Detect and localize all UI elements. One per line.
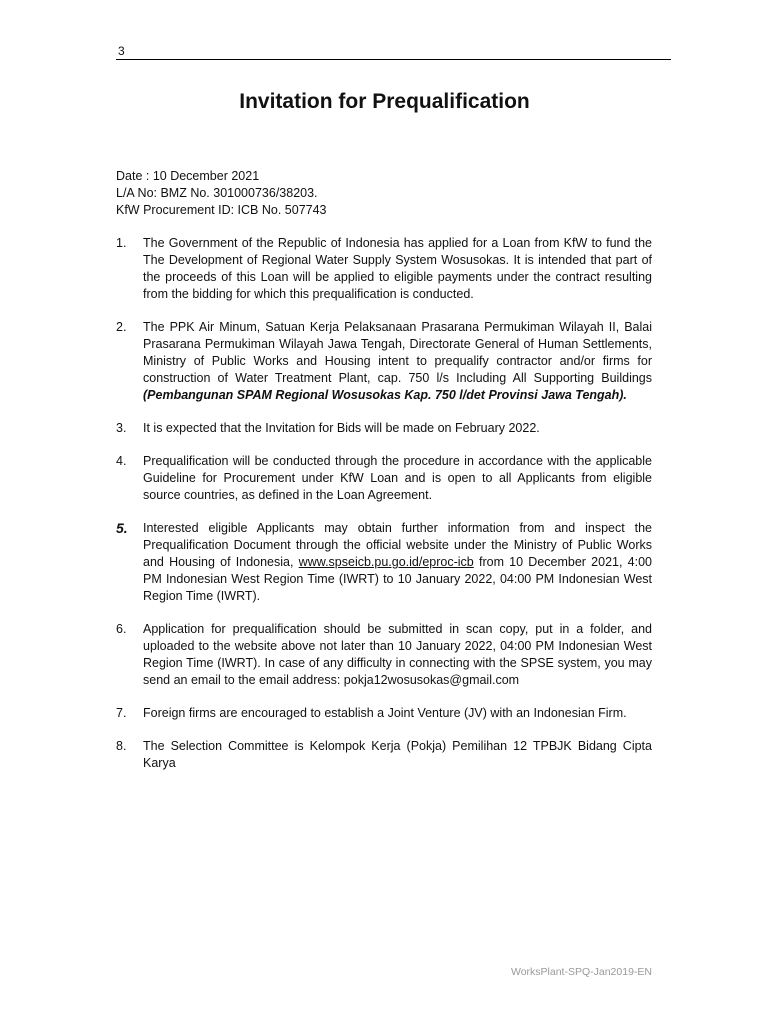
item-text: The Government of the Republic of Indonesia has applied for a Loan from KfW to fund the The Development of Regional Water Supply System Wosusokas. It is intended that part of the proceeds of this Loan will be applied to eligible payments under the contract resulting from the bidding for which this prequalification is conducted. (143, 236, 652, 301)
item-text: It is expected that the Invitation for Bids will be made on February 2022. (143, 421, 540, 435)
list-item (116, 235, 652, 303)
meta-procurement-id: KfW Procurement ID: ICB No. 507743 (116, 203, 327, 217)
project-name-emphasis: (Pembangunan SPAM Regional Wosusokas Kap. 750 l/det Provinsi Jawa Tengah). (143, 388, 627, 402)
item-text-before-link: Interested eligible Applicants may obtain further information from and inspect the Prequalification Document through the official website under the Ministry of Public Works and Housing of Indonesia, (143, 521, 652, 569)
item-text: Foreign firms are encouraged to establish a Joint Venture (JV) with an Indonesian Firm. (143, 706, 627, 720)
meta-loan-agreement-number: L/A No: BMZ No. 301000736/38203. (116, 186, 318, 200)
item-text-after-link: from 10 December 2021, 4:00 PM Indonesian West Region Time (IWRT) to 10 January 2022, 04:00 PM Indonesian West Region Time (IWRT). (143, 555, 652, 603)
invitation-clauses (116, 235, 652, 788)
item-number: 5. (116, 520, 128, 536)
list-item (116, 420, 652, 437)
list-item (116, 738, 652, 772)
item-text (143, 520, 652, 605)
item-number: 6. (116, 622, 127, 636)
footer-document-code: WorksPlant-SPQ-Jan2019-EN (510, 966, 652, 978)
item-number: 4. (116, 454, 127, 468)
list-item (116, 453, 652, 504)
item-text: The Selection Committee is Kelompok Kerja (Pokja) Pemilihan 12 TPBJK Bidang Cipta Karya (143, 739, 652, 770)
page-number: 3 (118, 44, 125, 58)
page-title: Invitation for Prequalification (239, 90, 530, 113)
item-number: 1. (116, 236, 127, 250)
item-text: Prequalification will be conducted through the procedure in accordance with the applicable Guideline for Procurement under KfW Loan and is open to all Applicants from eligible source countries, as defined in the Loan Agreement. (143, 454, 652, 502)
item-number: 3. (116, 421, 127, 435)
meta-date: Date : 10 December 2021 (116, 169, 260, 183)
item-number: 2. (116, 320, 127, 334)
item-number: 8. (116, 739, 127, 753)
header-divider (116, 59, 671, 60)
website-link[interactable]: www.spseicb.pu.go.id/eproc-icb (298, 555, 474, 569)
item-number: 7. (116, 706, 127, 720)
document-meta (116, 168, 656, 219)
item-text (143, 319, 652, 404)
item-text: Application for prequalification should be submitted in scan copy, put in a folder, and uploaded to the website above not later than 10 January 2022, 04:00 PM Indonesian West Region Time (IWRT). In case of any difficulty in connecting with the SPSE system, you may send an email to the email address: pokja12wosusokas@gmail.com (143, 622, 652, 687)
list-item (116, 705, 652, 722)
list-item (116, 621, 652, 689)
item-text-main: The PPK Air Minum, Satuan Kerja Pelaksanaan Prasarana Permukiman Wilayah II, Balai Prasarana Permukiman Wilayah Jawa Tengah, Directorate General of Human Settlements, Ministry of Public Works and Housing intent to prequalify contractor and/or firms for construction of Water Treatment Plant, cap. 750 l/s Including All Supporting Buildings (143, 320, 652, 385)
list-item (116, 319, 652, 404)
list-item (116, 520, 652, 605)
